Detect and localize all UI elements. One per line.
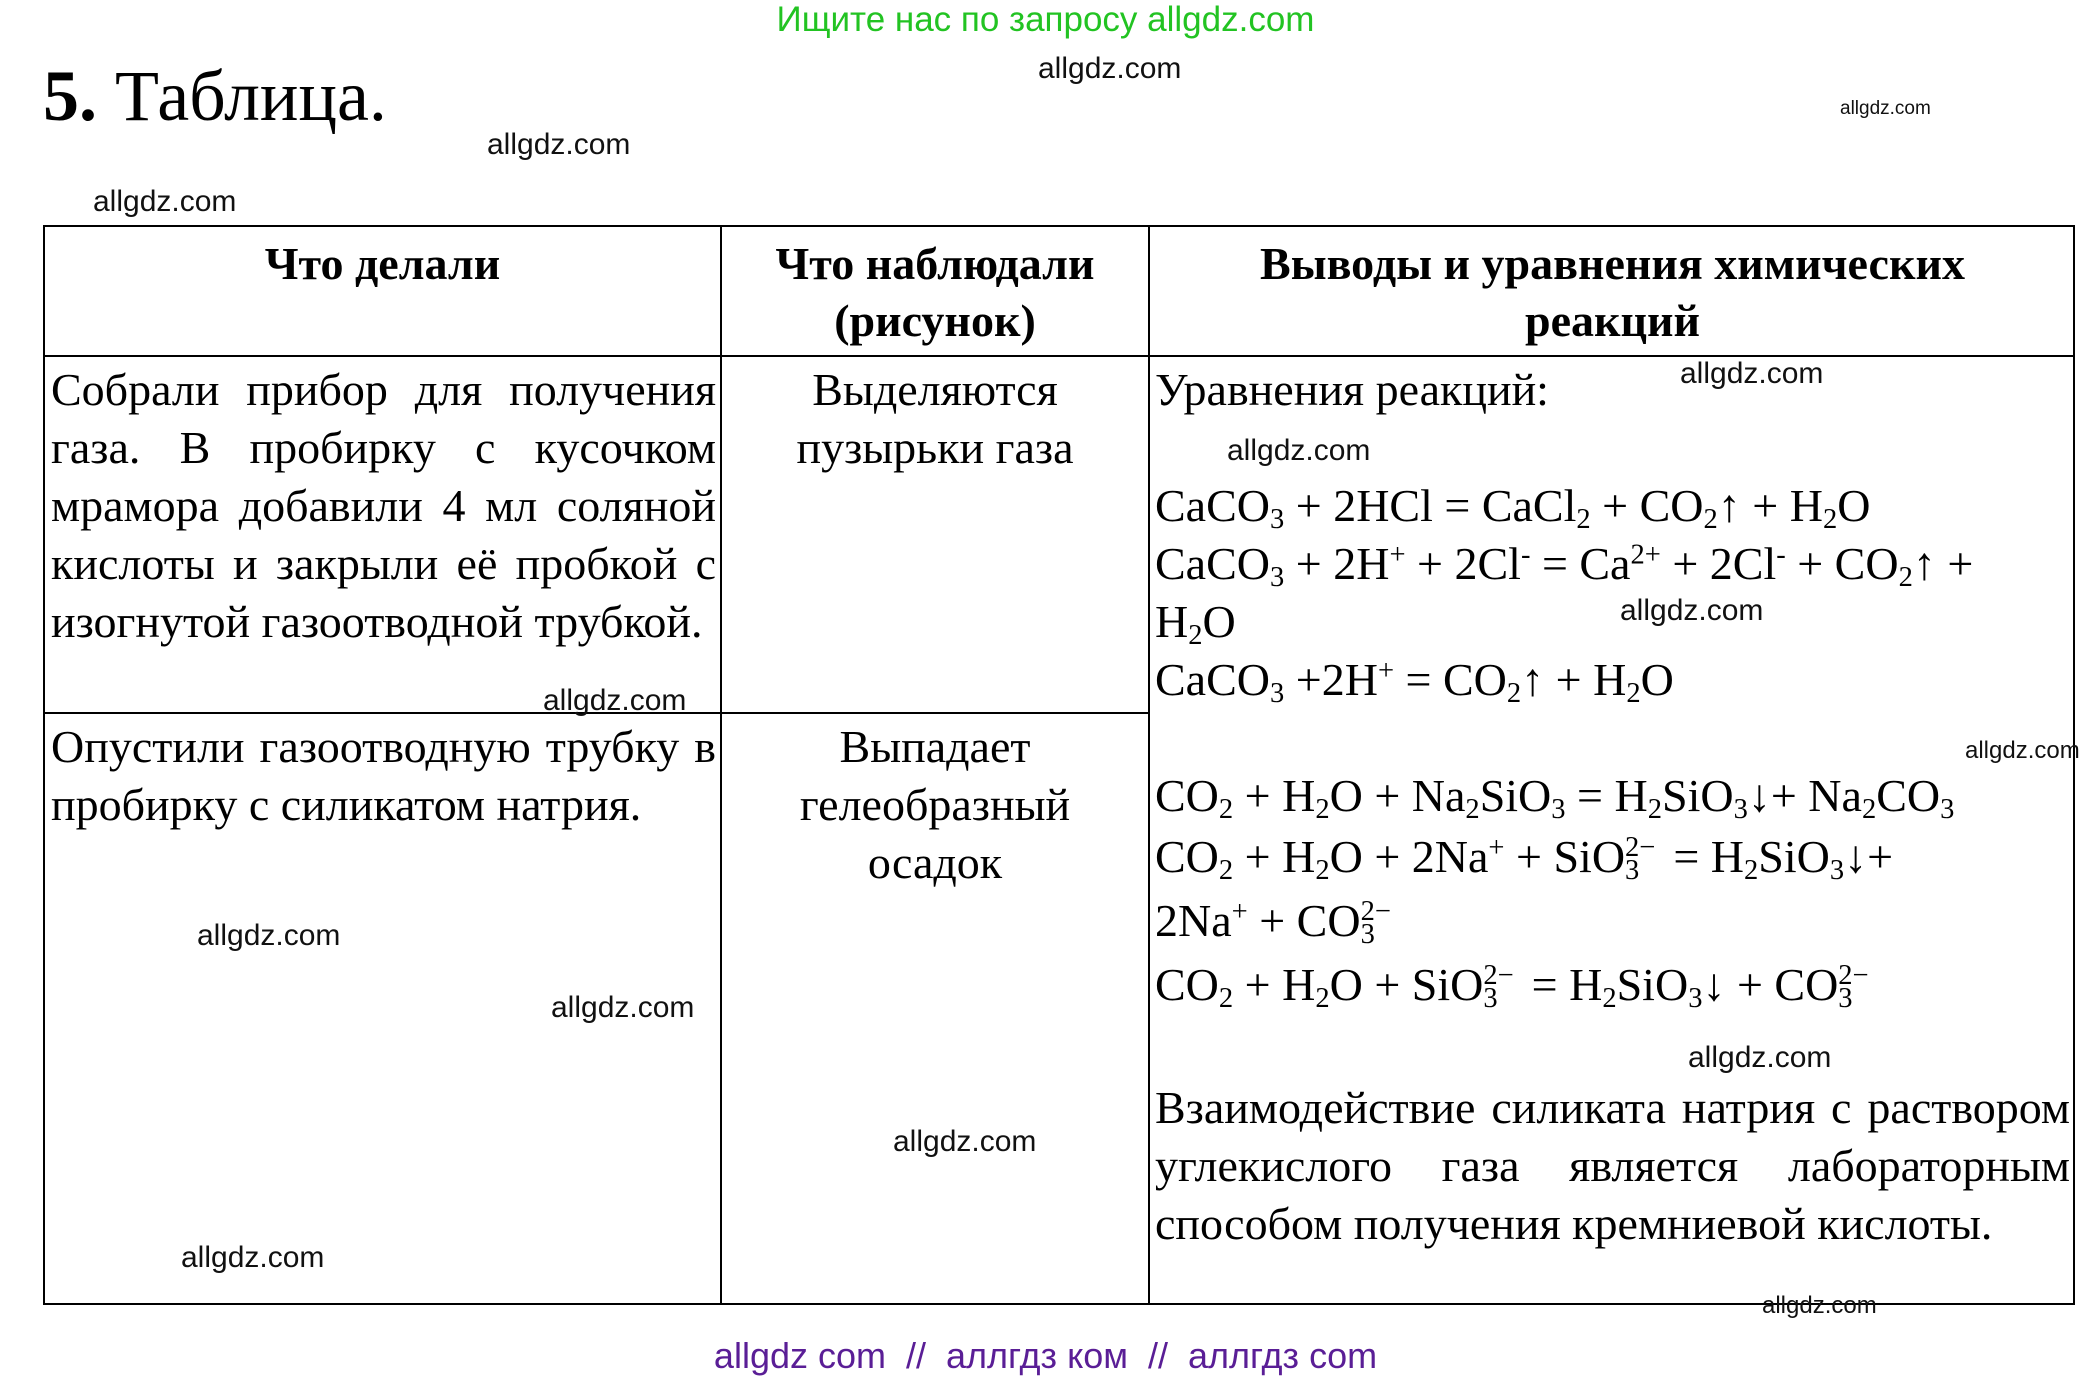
header-observed: Что наблюдали (рисунок) xyxy=(775,238,1095,346)
equation-short-ionic-2: $CO_2 + H_2O$ + SiO 2− 3 = $H_2SiO_3↓$ + CO 2− 3 xyxy=(1155,959,1869,1015)
watermark: allgdz.com xyxy=(1680,357,1824,390)
watermark: allgdz.com xyxy=(197,919,341,952)
watermark: allgdz.com xyxy=(1965,737,2080,764)
watermark: allgdz.com xyxy=(1688,1041,1832,1074)
equation-full-ionic-2: $CO_2 + H_2O + 2Na^+$ + SiO 2− 3 = $H_2SiO_3↓+$ 2Na+ + CO 2− 3 xyxy=(1155,831,1894,950)
watermark: allgdz.com xyxy=(487,128,631,161)
title-text: Таблица. xyxy=(97,56,387,136)
column-divider xyxy=(1148,227,1150,1303)
watermark: allgdz.com xyxy=(1038,52,1182,85)
row2-observed: Выпадает гелеобразный осадок xyxy=(799,721,1071,888)
watermark: allgdz.com xyxy=(1227,434,1371,467)
watermark: allgdz.com xyxy=(181,1241,325,1274)
page-title xyxy=(43,55,387,138)
equation-molecular-2: $CO_2 + H_2O + Na_2SiO_3$ = $H_2SiO_3↓+ Na_2CO_3$ xyxy=(1155,770,1955,826)
watermark: allgdz.com xyxy=(551,991,695,1024)
equation-full-ionic-1: CaCO$_3$ + $2H^+ + 2Cl^- = Ca^{2+} + 2Cl^-$ + $CO_2↑$ + $H_2O$ xyxy=(1155,538,1974,652)
equation-molecular-1: CaCO$_3$ + 2HCl = CaCl$_2$ + $CO_2↑ + H_2O$ xyxy=(1155,480,1871,536)
watermark: allgdz.com xyxy=(1762,1292,1877,1319)
search-banner: Ищите нас по запросу allgdz.com xyxy=(776,0,1315,39)
conclusions-cell xyxy=(1155,361,2070,1253)
header-conclusions: Выводы и уравнения химических реакций xyxy=(1260,238,1965,346)
header-what-did: Что делали xyxy=(264,238,501,289)
task-number: 5. xyxy=(43,56,97,136)
footer-links: allgdz com // аллгдз ком // аллгдз com xyxy=(713,1335,1378,1376)
row1-observed: Выделяются пузырьки газа xyxy=(796,364,1074,473)
watermark: allgdz.com xyxy=(93,185,237,218)
watermark: allgdz.com xyxy=(543,684,687,717)
equations-label: Уравнения реакций: xyxy=(1155,364,1549,415)
conclusion-summary: Взаимодействие силиката натрия с раствором углекислого газа является лабораторным способом получения кремниевой кислоты. xyxy=(1155,1082,2070,1249)
row2-did: Опустили газоотводную трубку в пробирку с силикатом натрия. xyxy=(51,721,716,830)
row1-did: Собрали прибор для получения газа. В пробирку с кусочком мрамора добавили 4 мл соляной кислоты и закрыли её пробкой с изогнутой газоотводной трубкой. xyxy=(51,364,716,647)
watermark: allgdz.com xyxy=(893,1125,1037,1158)
equation-short-ionic-1: CaCO$_3$ $+2H^+ = CO_2↑ + H_2O$ xyxy=(1155,654,1674,710)
watermark: allgdz.com xyxy=(1620,594,1764,627)
watermark: allgdz.com xyxy=(1840,98,1931,119)
